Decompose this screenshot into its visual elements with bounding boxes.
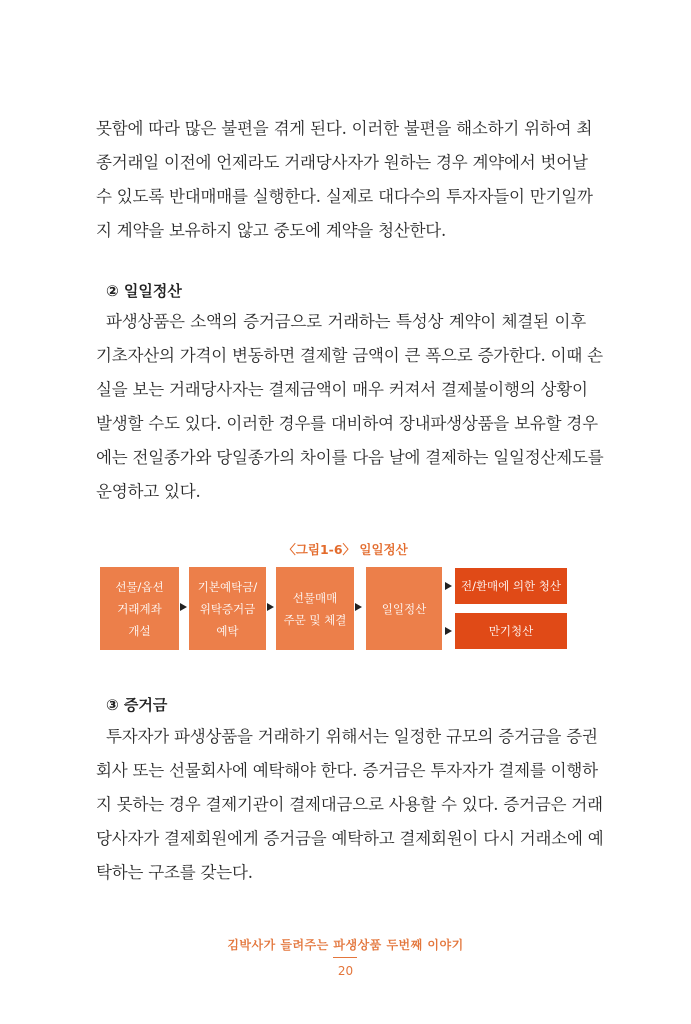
text-line: 회사 또는 선물회사에 예탁해야 한다. 증거금은 투자자가 결제를 이행하 — [96, 761, 598, 780]
flow-box-label: 주문 및 체결 — [283, 612, 347, 627]
text-line: 투자자가 파생상품을 거래하기 위해서는 일정한 규모의 증거금을 증권 — [106, 727, 598, 746]
flow-box-label: 예탁 — [216, 623, 239, 638]
arrow-right-icon — [180, 603, 187, 611]
flow-box-daily-settlement — [366, 567, 442, 650]
text-line: 당사자가 결제회원에게 증거금을 예탁하고 결제회원이 다시 거래소에 예 — [96, 829, 604, 848]
flow-box-label: 선물매매 — [292, 590, 338, 605]
section-heading-daily-settlement: ② 일일정산 — [106, 282, 182, 300]
text-line: 지 못하는 경우 결제기관이 결제대금으로 사용할 수 있다. 증거금은 거래 — [96, 795, 603, 814]
flow-box-label: 개설 — [128, 623, 151, 638]
arrow-right-icon — [355, 603, 362, 611]
text-line: 에는 전일종가와 당일종가의 차이를 다음 날에 결제하는 일일정산제도를 — [96, 448, 604, 467]
text-line: 탁하는 구조를 갖는다. — [96, 863, 253, 882]
flow-box-label: 선물/옵션 — [115, 579, 164, 594]
text-line: 발생할 수도 있다. 이러한 경우를 대비하여 장내파생상품을 보유할 경우 — [96, 414, 598, 433]
text-line: 실을 보는 거래당사자는 결제금액이 매우 커져서 결제불이행의 상황이 — [96, 380, 588, 399]
flow-box-account-opening — [100, 567, 179, 650]
text-line: 수 있도록 반대매매를 실행한다. 실제로 대다수의 투자자들이 만기일까 — [96, 187, 593, 206]
flow-box-label: 위탁증거금 — [199, 601, 256, 616]
flow-box-deposit — [189, 567, 266, 650]
arrow-right-icon — [267, 603, 274, 611]
footer-book-title: 김박사가 들려주는 파생상품 두번째 이야기 — [227, 938, 464, 952]
figure-caption: 〈그림1-6〉 일일정산 — [283, 542, 408, 557]
text-line: 파생상품은 소액의 증거금으로 거래하는 특성상 계약이 체결된 이후 — [106, 312, 586, 331]
text-line: 종거래일 이전에 언제라도 거래당사자가 원하는 경우 계약에서 벗어날 — [96, 153, 588, 172]
paragraph-1 — [96, 112, 593, 248]
text-line: 못함에 따라 많은 불편을 겪게 된다. 이러한 불편을 해소하기 위하여 최 — [96, 119, 593, 138]
flow-box-order-execution — [276, 567, 354, 650]
flow-box-maturity-liquidation — [455, 613, 567, 649]
text-line: 운영하고 있다. — [96, 482, 201, 501]
page-number: 20 — [337, 964, 354, 978]
text-line: 지 계약을 보유하지 않고 중도에 계약을 청산한다. — [96, 221, 447, 240]
flow-box-label: 만기청산 — [488, 624, 534, 638]
flow-box-offset-liquidation — [455, 568, 567, 604]
arrow-right-icon — [445, 627, 452, 635]
flow-box-label: 거래계좌 — [117, 601, 162, 616]
paragraph-margin — [96, 720, 604, 890]
footer-divider — [333, 957, 357, 958]
flow-box-label: 일일정산 — [381, 601, 427, 616]
text-line: 기초자산의 가격이 변동하면 결제할 금액이 큰 폭으로 증가한다. 이때 손 — [96, 346, 603, 365]
section-heading-margin: ③ 증거금 — [106, 696, 168, 714]
flow-box-label: 기본예탁금/ — [197, 579, 258, 594]
flow-box-label: 전/환매에 의한 청산 — [460, 579, 562, 593]
arrow-right-icon — [445, 582, 452, 590]
paragraph-daily-settlement — [96, 305, 604, 509]
